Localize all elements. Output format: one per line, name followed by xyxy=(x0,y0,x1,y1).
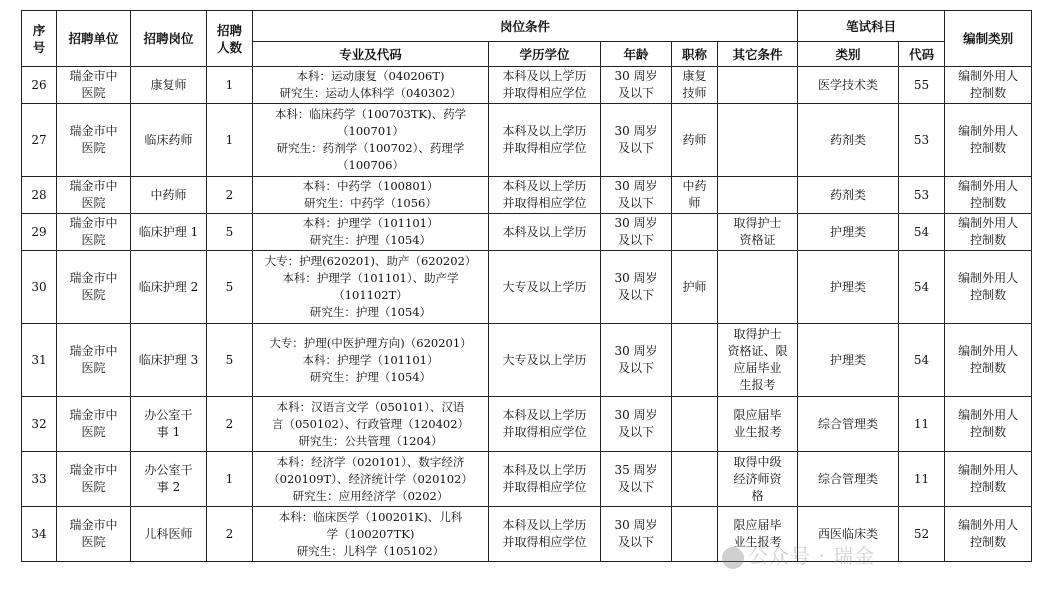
cell-count: 2 xyxy=(207,177,253,214)
cell-education xyxy=(489,177,601,214)
cell-category: 药剂类 xyxy=(798,177,899,214)
cell-category: 药剂类 xyxy=(798,104,899,177)
cell-education-line: 本科及以上学历 xyxy=(502,179,587,193)
cell-major-line: 大专：护理(620201)、助产（620202） xyxy=(264,254,477,268)
cell-age xyxy=(601,104,672,177)
header-unit: 招聘单位 xyxy=(57,11,131,67)
cell-unit-line: 医院 xyxy=(81,288,106,302)
table-row xyxy=(22,452,1032,507)
cell-education-line: 本科及以上学历 xyxy=(502,224,587,239)
cell-staffing xyxy=(945,397,1032,452)
cell-education-line: 并取得相应学位 xyxy=(502,480,587,494)
cell-education xyxy=(489,251,601,324)
cell-education xyxy=(489,507,601,562)
cell-staffing-line: 控制数 xyxy=(970,361,1007,375)
cell-major-line: 本科：汉语言文学（050101）、汉语 xyxy=(276,399,465,414)
cell-code: 11 xyxy=(899,397,945,452)
cell-position xyxy=(131,397,207,452)
cell-unit-line: 瑞金市中 xyxy=(69,518,118,532)
cell-title xyxy=(672,214,718,251)
header-title: 职称 xyxy=(672,42,718,67)
cell-other xyxy=(718,67,798,104)
table-row xyxy=(22,324,1032,397)
cell-major-line: （020109T）、经济统计学（020102） xyxy=(268,471,473,486)
cell-unit xyxy=(57,397,131,452)
cell-code: 11 xyxy=(899,452,945,507)
cell-position xyxy=(131,452,207,507)
cell-code: 54 xyxy=(899,214,945,251)
table-row xyxy=(22,67,1032,104)
cell-age-line: 及以下 xyxy=(617,141,654,155)
cell-major-line: 本科：护理学（101101） xyxy=(302,352,439,367)
cell-major-line: 研究生：运动人体科学（040302） xyxy=(279,86,462,100)
cell-count: 5 xyxy=(207,251,253,324)
cell-title-line: 师 xyxy=(688,196,701,210)
cell-age-line: 及以下 xyxy=(617,361,654,375)
cell-age-line: 30 周岁 xyxy=(614,179,658,193)
cell-other-line: 资格证、限 xyxy=(727,344,788,358)
cell-major-line: 研究生：护理（1054） xyxy=(309,305,432,319)
cell-position xyxy=(131,214,207,251)
cell-title xyxy=(672,104,718,177)
cell-unit-line: 瑞金市中 xyxy=(69,216,118,230)
cell-education-line: 本科及以上学历 xyxy=(502,463,587,477)
cell-unit-line: 医院 xyxy=(81,196,106,210)
cell-age-line: 30 周岁 xyxy=(614,344,658,358)
header-age: 年龄 xyxy=(601,42,672,67)
cell-position-line: 办公室干 xyxy=(144,408,193,422)
cell-staffing xyxy=(945,324,1032,397)
cell-unit xyxy=(57,104,131,177)
cell-unit xyxy=(57,177,131,214)
cell-count: 1 xyxy=(207,452,253,507)
cell-seq: 32 xyxy=(22,397,57,452)
cell-major xyxy=(253,452,489,507)
cell-title-line: 药师 xyxy=(682,132,707,147)
cell-age-line: 30 周岁 xyxy=(614,408,658,422)
cell-other xyxy=(718,177,798,214)
header-other: 其它条件 xyxy=(718,42,798,67)
cell-staffing-line: 控制数 xyxy=(970,233,1007,247)
cell-staffing-line: 编制外用人 xyxy=(958,518,1019,532)
cell-major xyxy=(253,507,489,562)
cell-unit xyxy=(57,507,131,562)
table-row xyxy=(22,397,1032,452)
cell-major-line: 本科：护理学（101101） xyxy=(302,216,439,230)
cell-unit xyxy=(57,67,131,104)
cell-age-line: 30 周岁 xyxy=(614,518,658,532)
cell-unit-line: 瑞金市中 xyxy=(69,344,118,358)
cell-staffing-line: 控制数 xyxy=(970,480,1007,494)
cell-title-line: 技师 xyxy=(682,86,707,100)
cell-education-line: 本科及以上学历 xyxy=(502,518,587,532)
cell-staffing xyxy=(945,67,1032,104)
cell-other-line: 经济师资 xyxy=(733,471,782,486)
cell-age-line: 30 周岁 xyxy=(614,69,658,83)
cell-education-line: 大专及以上学历 xyxy=(502,352,587,367)
cell-major xyxy=(253,177,489,214)
cell-unit-line: 医院 xyxy=(81,86,106,100)
table-row xyxy=(22,177,1032,214)
cell-position-line: 中药师 xyxy=(150,187,187,202)
cell-unit-line: 瑞金市中 xyxy=(69,408,118,422)
cell-major-line: 研究生：中药学（1056） xyxy=(304,196,437,210)
header-category: 类别 xyxy=(798,42,899,67)
cell-age xyxy=(601,507,672,562)
cell-education xyxy=(489,67,601,104)
cell-education xyxy=(489,324,601,397)
cell-unit xyxy=(57,251,131,324)
cell-staffing-line: 编制外用人 xyxy=(958,271,1019,285)
cell-unit xyxy=(57,452,131,507)
cell-unit xyxy=(57,214,131,251)
cell-other xyxy=(718,214,798,251)
cell-seq: 33 xyxy=(22,452,57,507)
cell-category: 医学技术类 xyxy=(798,67,899,104)
cell-title xyxy=(672,324,718,397)
cell-count: 5 xyxy=(207,214,253,251)
cell-other-line: 限应届毕 xyxy=(733,408,782,422)
header-position: 招聘岗位 xyxy=(131,11,207,67)
cell-major-line: （100706） xyxy=(337,158,404,172)
cell-education-line: 并取得相应学位 xyxy=(502,535,587,549)
cell-age-line: 及以下 xyxy=(617,480,654,494)
cell-staffing-line: 编制外用人 xyxy=(958,179,1019,193)
cell-age-line: 及以下 xyxy=(617,288,654,302)
cell-position-line: 事 2 xyxy=(156,480,181,494)
cell-other-line: 资格证 xyxy=(739,233,776,247)
cell-code: 54 xyxy=(899,324,945,397)
watermark-text: 公众号 · 瑞金 xyxy=(748,544,876,568)
cell-other-line: 取得护士 xyxy=(733,216,782,230)
cell-seq: 31 xyxy=(22,324,57,397)
cell-unit-line: 瑞金市中 xyxy=(69,463,118,477)
cell-age xyxy=(601,452,672,507)
cell-education-line: 并取得相应学位 xyxy=(502,86,587,100)
cell-position xyxy=(131,177,207,214)
cell-staffing xyxy=(945,177,1032,214)
cell-major-line: （100701） xyxy=(337,124,404,138)
cell-education-line: 并取得相应学位 xyxy=(502,425,587,439)
cell-education xyxy=(489,452,601,507)
cell-major-line: 本科：经济学（020101）、数字经济 xyxy=(276,454,465,469)
cell-category: 护理类 xyxy=(798,324,899,397)
cell-staffing-line: 控制数 xyxy=(970,535,1007,549)
cell-unit-line: 瑞金市中 xyxy=(69,69,118,83)
cell-unit-line: 医院 xyxy=(81,233,106,247)
cell-seq: 26 xyxy=(22,67,57,104)
cell-age xyxy=(601,251,672,324)
cell-major xyxy=(253,214,489,251)
cell-education-line: 大专及以上学历 xyxy=(502,279,587,294)
cell-education xyxy=(489,214,601,251)
cell-category: 西医临床类 xyxy=(798,507,899,562)
cell-code: 54 xyxy=(899,251,945,324)
cell-major xyxy=(253,251,489,324)
header-seq: 序 号 xyxy=(22,11,57,67)
cell-staffing xyxy=(945,104,1032,177)
cell-staffing-line: 控制数 xyxy=(970,86,1007,100)
cell-staffing xyxy=(945,507,1032,562)
cell-staffing-line: 控制数 xyxy=(970,288,1007,302)
cell-staffing xyxy=(945,251,1032,324)
cell-staffing-line: 控制数 xyxy=(970,141,1007,155)
cell-seq: 34 xyxy=(22,507,57,562)
cell-major-line: 研究生：应用经济学（0202） xyxy=(292,488,449,503)
cell-staffing-line: 编制外用人 xyxy=(958,216,1019,230)
cell-unit-line: 医院 xyxy=(81,480,106,494)
cell-other-line: 取得护士 xyxy=(733,327,782,341)
cell-count: 1 xyxy=(207,67,253,104)
cell-unit-line: 医院 xyxy=(81,425,106,439)
cell-education-line: 并取得相应学位 xyxy=(502,141,587,155)
cell-other xyxy=(718,324,798,397)
cell-title xyxy=(672,251,718,324)
recruitment-table xyxy=(21,10,1032,562)
cell-education-line: 本科及以上学历 xyxy=(502,69,587,83)
cell-staffing-line: 控制数 xyxy=(970,196,1007,210)
cell-unit-line: 瑞金市中 xyxy=(69,179,118,193)
header-code: 代码 xyxy=(899,42,945,67)
cell-title xyxy=(672,397,718,452)
header-count: 招聘 人数 xyxy=(207,11,253,67)
cell-seq: 30 xyxy=(22,251,57,324)
cell-category: 护理类 xyxy=(798,251,899,324)
cell-major-line: 研究生：药剂学（100702）、药理学 xyxy=(276,141,465,155)
cell-staffing-line: 编制外用人 xyxy=(958,344,1019,358)
cell-seq: 28 xyxy=(22,177,57,214)
header-major: 专业及代码 xyxy=(253,42,489,67)
cell-position xyxy=(131,507,207,562)
cell-major-line: 研究生：公共管理（1204） xyxy=(298,433,443,448)
cell-staffing xyxy=(945,452,1032,507)
cell-age-line: 30 周岁 xyxy=(614,124,658,138)
cell-major xyxy=(253,67,489,104)
cell-other-line: 应届毕业 xyxy=(733,361,782,375)
cell-unit-line: 医院 xyxy=(81,361,106,375)
cell-age-line: 及以下 xyxy=(617,233,654,247)
cell-age-line: 及以下 xyxy=(617,86,654,100)
cell-other-line: 生报考 xyxy=(739,378,776,392)
table-row xyxy=(22,214,1032,251)
cell-education xyxy=(489,397,601,452)
cell-position-line: 儿科医师 xyxy=(144,526,193,541)
cell-age-line: 及以下 xyxy=(617,196,654,210)
cell-major-line: 本科：运动康复（040206T) xyxy=(296,69,445,83)
cell-category: 综合管理类 xyxy=(798,397,899,452)
table-row xyxy=(22,507,1032,562)
cell-other-line: 限应届毕 xyxy=(733,518,782,532)
cell-other xyxy=(718,251,798,324)
cell-position-line: 办公室干 xyxy=(144,463,193,477)
cell-age-line: 及以下 xyxy=(617,425,654,439)
cell-major-line: 本科：护理学（101101）、助产学 xyxy=(282,271,459,285)
cell-major xyxy=(253,397,489,452)
cell-title-line: 康复 xyxy=(682,69,707,83)
cell-education-line: 并取得相应学位 xyxy=(502,196,587,210)
cell-count: 5 xyxy=(207,324,253,397)
cell-staffing-line: 编制外用人 xyxy=(958,124,1019,138)
cell-code: 55 xyxy=(899,67,945,104)
cell-other-line: 业生报考 xyxy=(733,535,782,549)
cell-age-line: 30 周岁 xyxy=(614,216,658,230)
cell-position xyxy=(131,104,207,177)
cell-other xyxy=(718,507,798,562)
cell-count: 1 xyxy=(207,104,253,177)
cell-education-line: 本科及以上学历 xyxy=(502,124,587,138)
cell-unit-line: 瑞金市中 xyxy=(69,124,118,138)
cell-major-line: 研究生：儿科学（105102） xyxy=(296,543,445,558)
cell-seq: 29 xyxy=(22,214,57,251)
cell-title xyxy=(672,507,718,562)
cell-unit xyxy=(57,324,131,397)
cell-age xyxy=(601,214,672,251)
cell-title xyxy=(672,67,718,104)
cell-count: 2 xyxy=(207,397,253,452)
cell-major-line: 大专：护理(中医护理方向)（620201） xyxy=(269,335,472,350)
cell-staffing-line: 编制外用人 xyxy=(958,69,1019,83)
cell-major-line: （101102T） xyxy=(333,288,408,302)
cell-age-line: 30 周岁 xyxy=(614,271,658,285)
cell-age-line: 及以下 xyxy=(617,535,654,549)
cell-other xyxy=(718,452,798,507)
cell-code: 52 xyxy=(899,507,945,562)
cell-position xyxy=(131,251,207,324)
cell-other xyxy=(718,397,798,452)
cell-code: 53 xyxy=(899,177,945,214)
cell-major-line: 研究生：护理（1054） xyxy=(309,369,432,384)
cell-major-line: 本科：临床医学（100201K)、儿科 xyxy=(278,509,463,524)
header-exam: 笔试科目 xyxy=(798,11,945,42)
cell-unit-line: 瑞金市中 xyxy=(69,271,118,285)
cell-unit-line: 医院 xyxy=(81,535,106,549)
cell-major xyxy=(253,324,489,397)
cell-age xyxy=(601,67,672,104)
table-row xyxy=(22,251,1032,324)
cell-other-line: 取得中级 xyxy=(733,454,782,469)
cell-age-line: 35 周岁 xyxy=(614,463,658,477)
cell-age xyxy=(601,324,672,397)
cell-title xyxy=(672,177,718,214)
cell-staffing-line: 编制外用人 xyxy=(958,463,1019,477)
cell-unit-line: 医院 xyxy=(81,141,106,155)
cell-code: 53 xyxy=(899,104,945,177)
cell-count: 2 xyxy=(207,507,253,562)
cell-position xyxy=(131,67,207,104)
cell-title-line: 中药 xyxy=(682,179,707,193)
cell-major-line: 言（050102）、行政管理（120402） xyxy=(271,416,470,431)
cell-staffing-line: 控制数 xyxy=(970,425,1007,439)
cell-education xyxy=(489,104,601,177)
cell-position-line: 事 1 xyxy=(156,425,181,439)
cell-other xyxy=(718,104,798,177)
cell-position-line: 临床护理 1 xyxy=(138,224,199,239)
cell-major xyxy=(253,104,489,177)
cell-other-line: 格 xyxy=(751,488,764,503)
cell-staffing-line: 编制外用人 xyxy=(958,408,1019,422)
cell-position xyxy=(131,324,207,397)
cell-position-line: 临床药师 xyxy=(144,132,193,147)
header-education: 学历学位 xyxy=(489,42,601,67)
header-staffing: 编制类别 xyxy=(945,11,1032,67)
header-conditions: 岗位条件 xyxy=(253,11,798,42)
table-body xyxy=(22,67,1032,562)
table-row xyxy=(22,104,1032,177)
cell-position-line: 临床护理 3 xyxy=(138,352,199,367)
cell-category: 护理类 xyxy=(798,214,899,251)
cell-major-line: 本科：临床药学（100703TK)、药学 xyxy=(274,107,467,121)
cell-position-line: 康复师 xyxy=(150,77,187,92)
cell-education-line: 本科及以上学历 xyxy=(502,408,587,422)
cell-other-line: 业生报考 xyxy=(733,425,782,439)
cell-title xyxy=(672,452,718,507)
cell-age xyxy=(601,177,672,214)
cell-age xyxy=(601,397,672,452)
cell-major-line: 本科：中药学（100801） xyxy=(302,179,439,193)
cell-seq: 27 xyxy=(22,104,57,177)
cell-staffing xyxy=(945,214,1032,251)
cell-position-line: 临床护理 2 xyxy=(138,279,199,294)
cell-major-line: 学（100207TK) xyxy=(326,526,415,541)
cell-category: 综合管理类 xyxy=(798,452,899,507)
cell-title-line: 护师 xyxy=(682,279,707,294)
cell-major-line: 研究生：护理（1054） xyxy=(309,233,432,247)
